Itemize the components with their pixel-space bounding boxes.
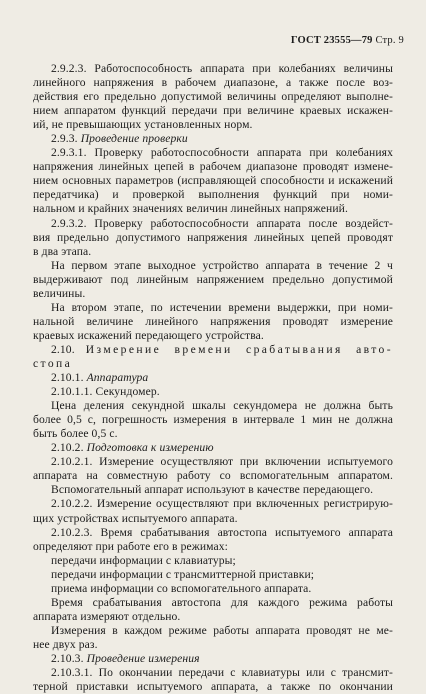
page-number: Стр. 9 <box>375 35 404 46</box>
page-header <box>291 35 404 46</box>
text-line: 2.10.2. Подготовка к измерению <box>51 441 214 455</box>
standard-code: ГОСТ 23555—79 <box>290 35 373 46</box>
text-line: 2.10.2.3. Время срабатывания автостопа испытуемого аппарата <box>51 525 393 539</box>
text-line: аппарата на совместную работу со вспомогательным аппаратом. <box>33 469 393 483</box>
text-line: передачи информации с клавиатуры; <box>51 553 236 567</box>
text-line: нальной величине линейного напряжения проводят измерение <box>33 314 393 328</box>
text-line: нальном и крайних значениях величин линейных напряжений. <box>33 202 348 216</box>
text-line: 2.10.1.1. Секундомер. <box>51 385 160 399</box>
text-line: аппарата измеряют отдельно. <box>33 609 181 623</box>
text-line: передачи информации с трансмиттерной приставки; <box>51 567 315 581</box>
text-line: 2.9.2.3. Работоспособность аппарата при колебаниях величины <box>51 62 393 75</box>
text-line: краевых искажений передающего устройства. <box>33 328 264 342</box>
text-line: линейного напряжения в рабочем диапазоне, а также после воз- <box>33 76 393 90</box>
text-line: в два этапа. <box>33 244 92 258</box>
text-line: действия его предельно допустимой величины определяют выполне- <box>33 90 393 104</box>
text-line: 2.9.3.1. Проверку работоспособности аппарата при колебаниях <box>51 146 393 160</box>
text-line: 2.10. Измерение времени срабатывания авто- <box>51 342 393 356</box>
text-line: 2.10.3.1. По окончании передачи с клавиатуры или с трансмит- <box>51 666 393 680</box>
text-line: 2.9.3.2. Проверку работоспособности аппарата после воздейст- <box>51 216 393 230</box>
text-line: 2.10.1. Аппаратура <box>51 371 149 385</box>
text-line: На втором этапе, по истечении времени выдержки, при номи- <box>51 300 393 314</box>
text-line: 2.9.3. Проведение проверки <box>51 132 188 146</box>
text-line: величины. <box>33 286 86 300</box>
text-line: щих устройствах испытуемого аппарата. <box>33 511 238 525</box>
text-line: передатчика) и проверкой выполнения функций при номи- <box>33 188 393 202</box>
text-line: Время срабатывания автостопа для каждого режима работы <box>51 595 393 609</box>
text-line: вия предельно допустимого напряжения линейных цепей проводят <box>33 230 393 244</box>
text-line: Измерения в каждом режиме работы аппарата проводят не ме- <box>51 623 393 637</box>
text-line: Вспомогательный аппарат используют в качестве передающего. <box>51 483 374 497</box>
text-line: быть более 0,5 с. <box>33 427 118 441</box>
body-text <box>33 62 393 694</box>
text-line: более 0,5 с, погрешность измерения в интервале 1 мин не должна <box>33 413 393 427</box>
text-line: терной приставки испытуемого аппарата, а также по окончании <box>33 680 393 694</box>
text-line: приема информации со вспомогательного аппарата. <box>51 581 312 595</box>
text-line: Цена деления секундной шкалы секундомера не должна быть <box>51 399 393 413</box>
text-line: 2.10.2.1. Измерение осуществляют при включении испытуемого <box>51 455 393 469</box>
text-line: 2.10.3. Проведение измерения <box>51 651 200 665</box>
text-line: определяют при работе его в режимах: <box>33 539 228 553</box>
text-line: нием аппаратом функций передачи при величине краевых искажен- <box>33 104 393 118</box>
text-line: выдерживают под линейным напряжением предельно допустимой <box>33 272 393 286</box>
text-line: ий, не превышающих установленных норм. <box>33 118 253 132</box>
text-line: 2.10.2.2. Измерение осуществляют при включенных регистрирую- <box>51 497 393 511</box>
text-line: нее двух раз. <box>33 637 98 651</box>
text-line: нием основных параметров (исправляющей способности и искажений <box>33 174 393 188</box>
text-line: напряжения линейных цепей в рабочем диапазоне проводят измене- <box>33 160 393 174</box>
text-line: На первом этапе выходное устройство аппарата в течение 2 ч <box>51 258 393 272</box>
text-line: стопа <box>33 356 73 370</box>
